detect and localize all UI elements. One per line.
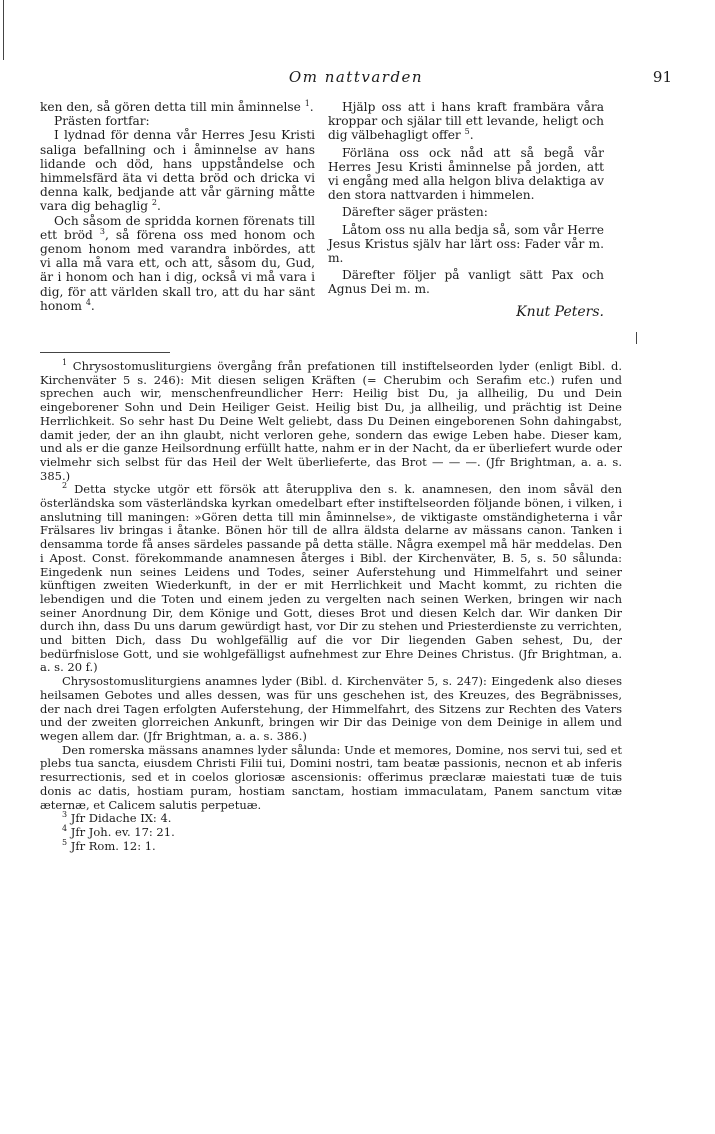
- footnote-2-continued: Chrysostomusliturgiens anamnes lyder (Bibl. d. Kirchenväter 5, s. 247): Eingedenk also dieses heilsamen Gebotes und alles dessen, was für uns geschehen ist, des Kreuzes, des Begräbnisses, der nach drei Tagen erfolgten Auferstehung, der Himmelfahrt, des Sitzens zur Rechten des Vaters und der zweiten glorreichen Ankunft, bringen wir Dir das Deinige von dem Deinige in allem und wegen allem dar. (Jfr Brightman, a. a. s. 386.): [40, 674, 622, 743]
- footnotes: [40, 360, 622, 853]
- paragraph: Förläna oss ock nåd att så begå vår Herres Jesu Kristi åminnelse på jorden, att vi engång med alla helgon bliva delaktiga av den stora nattvarden i himmelen.: [328, 145, 604, 203]
- footnote-2-continued: Den romerska mässans anamnes lyder sålunda: Unde et memores, Domine, nos servi tui, sed et plebs tua sancta, eiusdem Christi Filii tui, Domini nostri, tam beatæ passionis, necnon et ab inferis resurrectionis, sed et in coelos gloriosæ ascensionis: offerimus præclaræ maiestati tuæ de tuis donis ac datis, hostiam puram, hostiam sanctam, hostiam immaculatam, Panem sanctum vitæ æternæ, et Calicem salutis perpetuæ.: [40, 742, 622, 812]
- page-number: 91: [652, 68, 672, 86]
- footnote-ref[interactable]: 4: [85, 297, 91, 307]
- footnote-mark: 5: [62, 837, 68, 847]
- paragraph: Prästen fortfar:: [54, 114, 150, 129]
- left-column: [40, 100, 315, 313]
- right-margin-mark: [636, 332, 637, 344]
- footnote-2: $^2$ Detta stycke utgör ett försök att återuppliva den s. k. anamnesen, den inom såväl den österländska som västerländska kyrkan omedelbart efter instiftelseorden följande bönen, i vilken, i anslutning till maningen: »Gören detta till min åminnelse», de viktigaste omständigheterna i vår Frälsares liv bringas i åtanke. Bönen hör till de allra äldsta delarne av mässans canon. Tanken i densamma torde få anses särdeles passande på detta ställe. Några exempel må här meddelas. Den i Apost. Const. förekommande anamnesen återges i Bibl. der Kirchenväter, B. 5, s. 50 sålunda: Eingedenk nun seines Leidens und Todes, seiner Auferstehung und Himmelfahrt und seiner künftigen zweiten Wiederkunft, in der er mit Herrlichkeit und Macht kommt, zu richten die lebendigen und die Toten und einem jeden zu vergelten nach seinen Werken, bringen wir nach seiner Anordnung Dir, dem Könige und Gott, dieses Brot und diesen Kelch dar. Wir danken Dir durch ihn, dass Du uns darum gewürdigt hast, vor Dir zu stehen und Priesterdienste zu verrichten, und bitten Dich, dass Du wohlgefällig auf die vor Dir liegenden Gaben sehest, Du, der bedürfnislose Gott, und sie wohlgefälligst aufnehmest zur Ehre Deines Christus. (Jfr Brightman, a. a. s. 20 f.): [40, 481, 622, 675]
- paragraph: Därefter följer på vanligt sätt Pax och Agnus Dei m. m.: [328, 268, 604, 297]
- paragraph: Hjälp oss att i hans kraft frambära våra kroppar och själar till ett levande, heligt och dig välbehagligt offer $^5$.: [328, 100, 604, 143]
- paragraph: Låtom oss nu alla bedja så, som vår Herre Jesus Kristus själv har lärt oss: Fader vår m. m.: [328, 222, 604, 266]
- page-header: [40, 68, 672, 92]
- paragraph: ken den, så gören detta till min åminnelse $^1$.: [40, 98, 314, 114]
- right-column: [328, 100, 604, 319]
- footnote-mark: 4: [62, 824, 68, 834]
- footnote-1: $^1$ Chrysostomusliturgiens övergång från prefationen till instiftelseorden lyder (enligt Bibl. d. Kirchenväter 5 s. 246): Mit diesen seligen Kräften (= Cherubim och Serafim etc.) rufen und sprechen auch wir, menschenfreundlicher Herr: Heilig bist Du, ja allheilig, Du und Dein eingeborener Sohn und Dein Heiliger Geist. Heilig bist Du, ja allheilig, und prächtig ist Deine Herrlichkeit. So sehr hast Du Deine Welt geliebt, dass Du Deinen eingeborenen Sohn dahingabst, damit jeder, der an ihn glaubt, nicht verloren gehe, sondern das ewige Leben habe. Dieser kam, und als er die ganze Heilsordnung erfüllt hatte, nahm er in der Nacht, da er überliefert wurde oder vielmehr sich selbst für das Heil der Welt überlieferte, das Brot — — —. (Jfr Brightman, a. a. s. 385.): [40, 358, 622, 483]
- footnote-ref[interactable]: 5: [464, 127, 470, 137]
- footnote-ref[interactable]: 1: [304, 98, 310, 108]
- paragraph: Därefter säger prästen:: [342, 205, 488, 220]
- footnote-4: $^4$ Jfr Joh. ev. 17: 21.: [62, 824, 175, 839]
- footnote-ref[interactable]: 3: [99, 226, 105, 236]
- running-title: Om nattvarden: [288, 68, 424, 86]
- left-margin-mark: [3, 0, 4, 60]
- footnote-3: $^3$ Jfr Didache IX: 4.: [62, 810, 172, 826]
- footnote-mark: 3: [62, 810, 68, 820]
- footnote-5: $^5$ Jfr Rom. 12: 1.: [62, 837, 156, 853]
- paragraph: Och såsom de spridda kornen förenats till ett bröd $^3$, så förena oss med honom och genom honom med varandra inbördes, att vi alla må vara ett, och att, såsom du, Gud, är i honom och han i dig, också vi må vara i dig, för att världen skall tro, att du har sänt honom $^4$.: [40, 213, 315, 313]
- footnote-mark: 1: [62, 358, 68, 368]
- footnote-ref[interactable]: 2: [151, 198, 157, 208]
- footnote-separator: [40, 352, 170, 353]
- footnote-mark: 2: [62, 481, 68, 491]
- author-signature: Knut Peters.: [516, 303, 604, 320]
- paragraph: I lydnad för denna vår Herres Jesu Kristi saliga befallning och i åminnelse av hans lidande och död, hans uppståndelse och himmelsfärd äta vi detta bröd och dricka vi denna kalk, bedjande att vår gärning måtte vara dig behaglig $^2$.: [40, 128, 315, 214]
